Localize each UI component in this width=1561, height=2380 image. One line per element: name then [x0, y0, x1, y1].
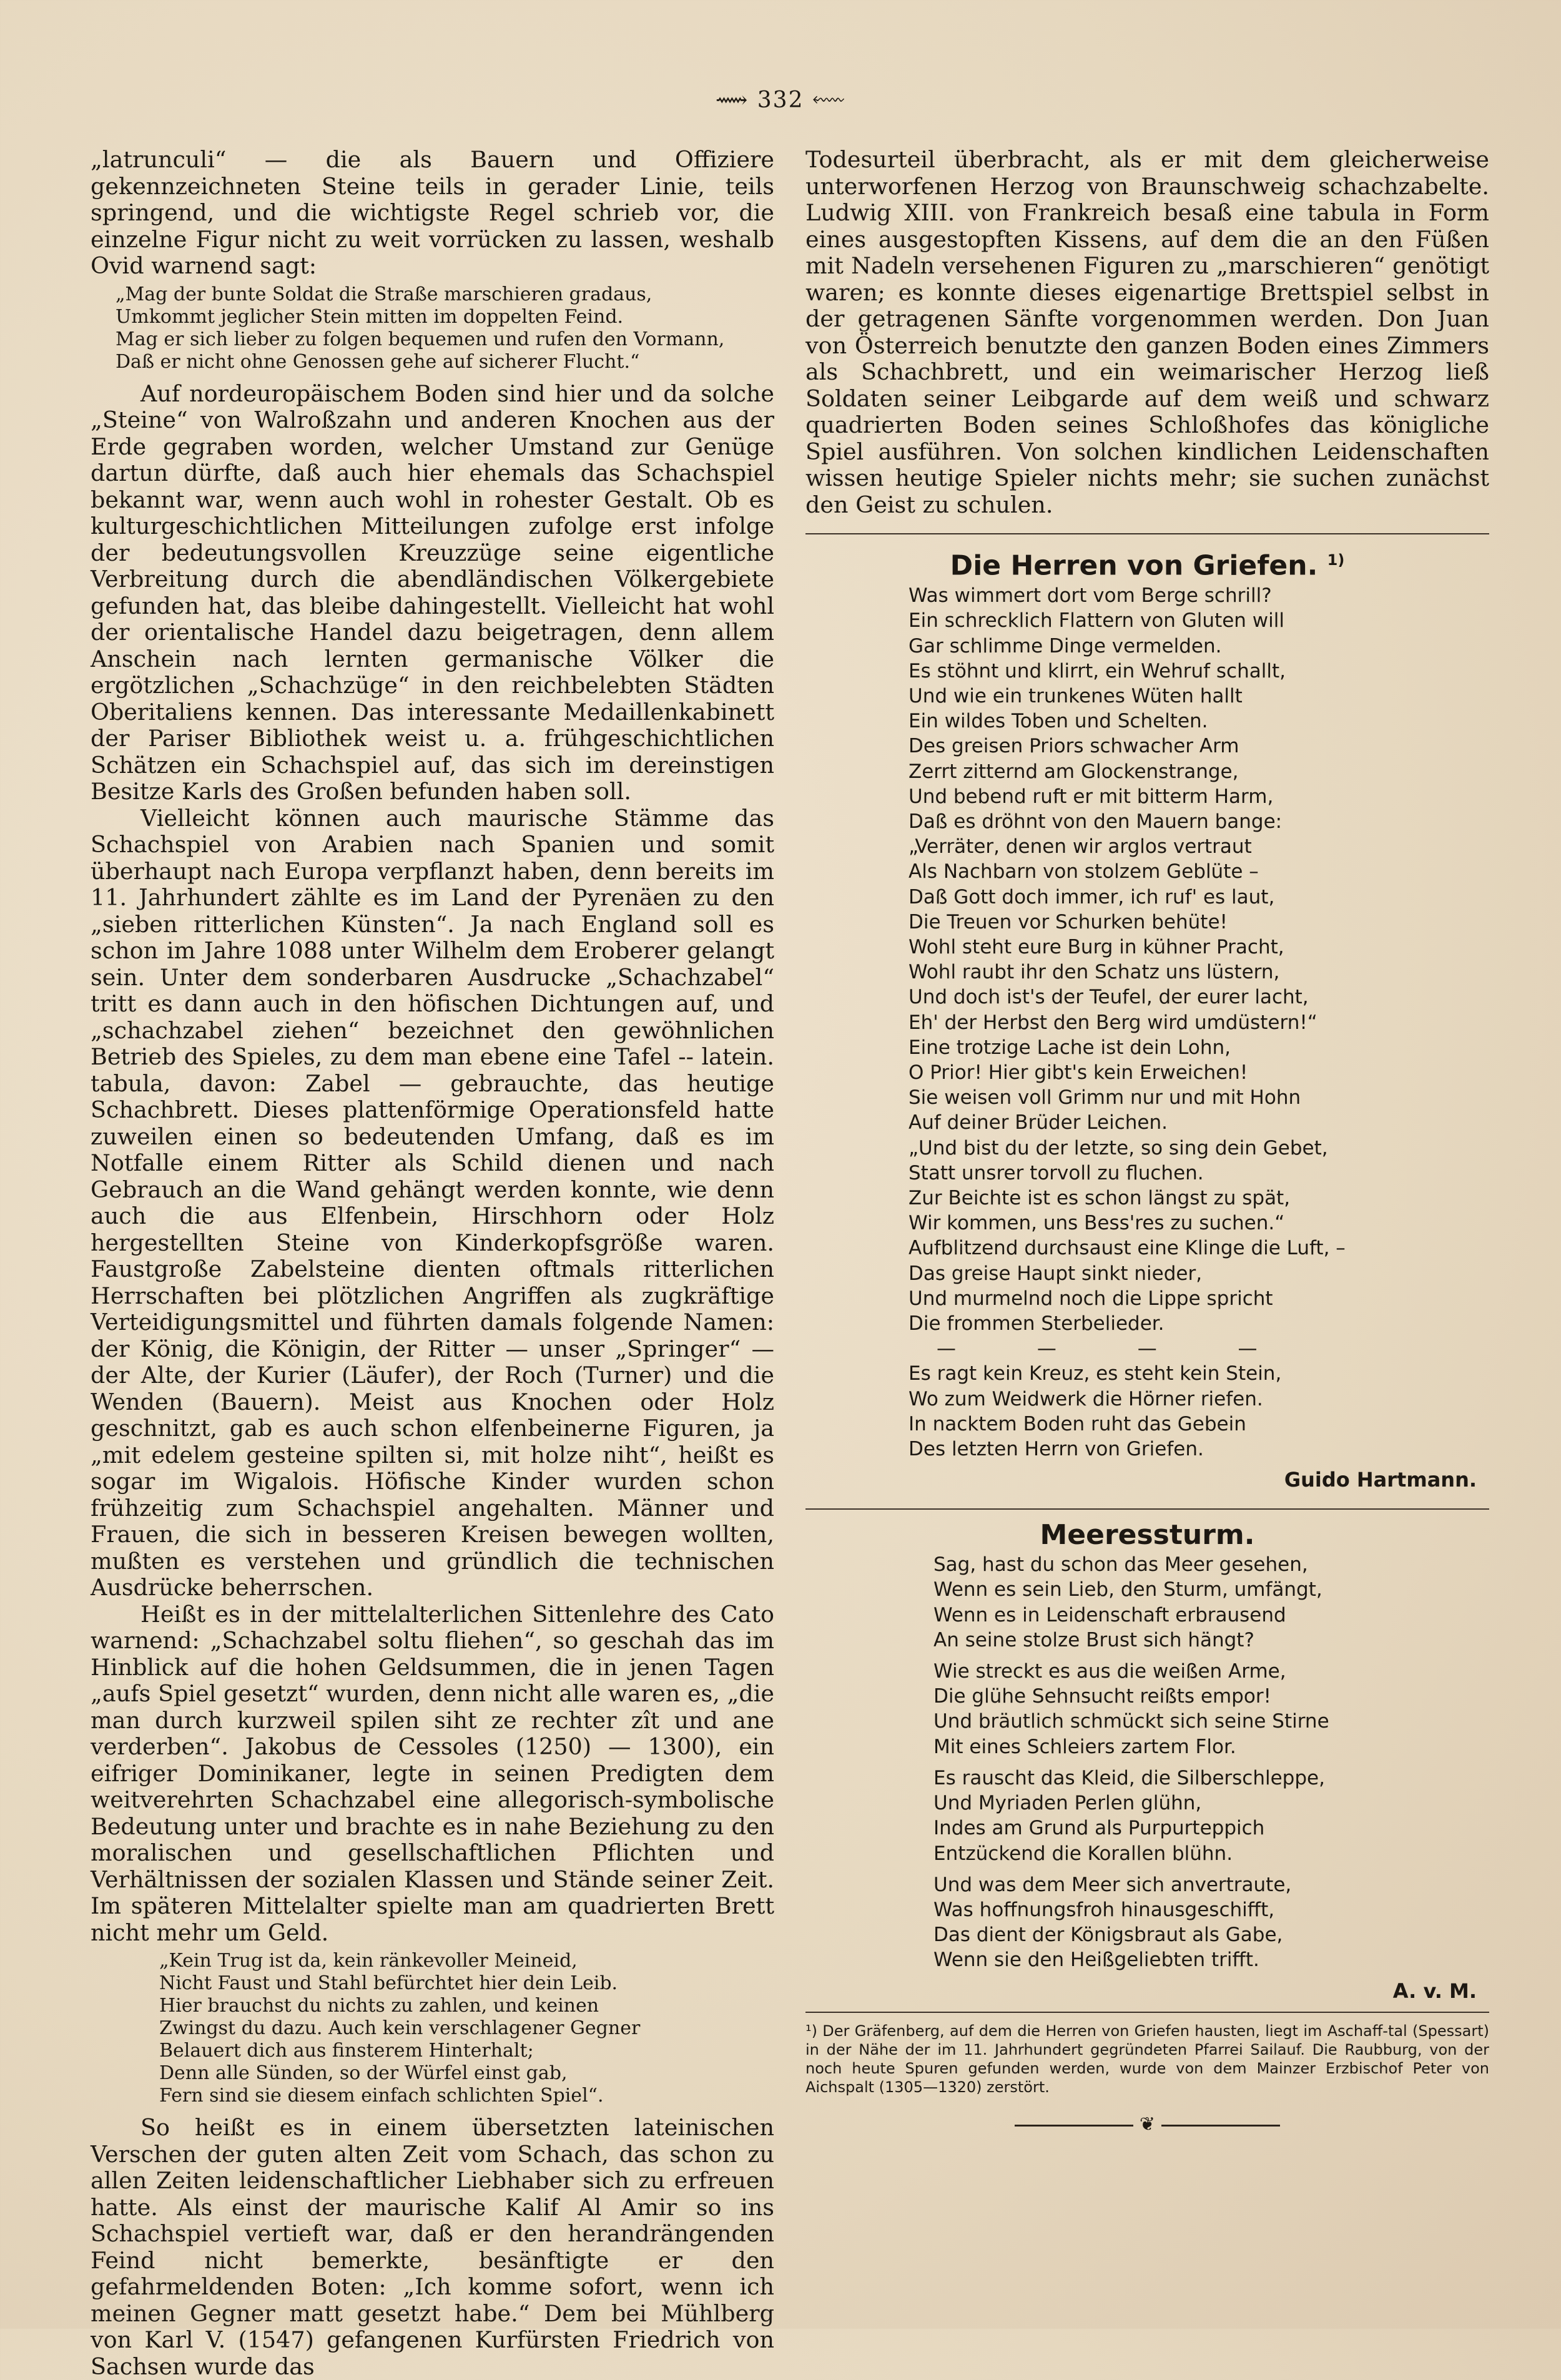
poem-line: Des greisen Priors schwacher Arm	[909, 735, 1239, 758]
poem-line: Sie weisen voll Grimm nur und mit Hohn	[909, 1086, 1301, 1109]
poem-line: Sag, hast du schon das Meer gesehen,	[933, 1553, 1308, 1576]
poem-line: Wenn es sein Lieb, den Sturm, umfängt,	[933, 1578, 1322, 1601]
poem-1-author: Guido Hartmann.	[1284, 1468, 1477, 1492]
poem-line: Als Nachbarn von stolzem Geblüte –	[909, 860, 1259, 883]
poem-2-body	[933, 1552, 1489, 1972]
ornament-flourish-icon: ❦	[1139, 2113, 1156, 2136]
poem-line: Wohl raubt ihr den Schatz uns lüstern,	[909, 961, 1280, 984]
right-column	[805, 147, 1489, 2138]
poem-line: Wo zum Weidwerk die Hörner riefen.	[909, 1387, 1263, 1410]
poem-1-title-text: Die Herren von Griefen.	[950, 549, 1318, 582]
quote-line: Zwingst du dazu. Auch kein verschlagener Gegner	[159, 2017, 641, 2039]
quote-line: Mag er sich lieber zu folgen bequemen und rufen den Vormann,	[116, 328, 725, 350]
poem-line: Es ragt kein Kreuz, es steht kein Stein,	[909, 1362, 1282, 1385]
poem-line: Auf deiner Brüder Leichen.	[909, 1111, 1168, 1134]
poem-line: Ein wildes Toben und Schelten.	[909, 710, 1208, 733]
poem-line: Wenn sie den Heißgeliebten trifft.	[933, 1949, 1259, 1972]
poem-line: Die frommen Sterbelieder.	[909, 1312, 1165, 1335]
poem-line: Eine trotzige Lache ist dein Lohn,	[909, 1036, 1231, 1059]
poem-line: Eh' der Herbst den Berg wird umdüstern!“	[909, 1011, 1317, 1034]
page-number-text: 332	[757, 87, 804, 113]
page-number	[0, 87, 1561, 114]
quote-line: „Kein Trug ist da, kein ränkevoller Meineid,	[159, 1950, 578, 1972]
footnote: ¹) Der Gräfenberg, auf dem die Herren von Griefen hausten, liegt im Aschaff-tal (Spessart) in der Nähe der im 11. Jahrhundert gegründeten Pfarrei Sailauf. Die Raubburg, von der noch heute Spuren gefunden werden, wurde von dem Mainzer Erzbischof Peter von Aichspalt (1305—1320) zerstört.	[805, 2022, 1489, 2097]
poem-2-author: A. v. M.	[1392, 1979, 1477, 2003]
poem-line: Entzückend die Korallen blühn.	[933, 1842, 1233, 1865]
poem-2-title: Meeressturm.	[1040, 1518, 1255, 1551]
poem-line: Des letzten Herrn von Griefen.	[909, 1438, 1204, 1461]
poem-line: Es stöhnt und klirrt, ein Wehruf schallt,	[909, 659, 1286, 682]
poem-line: Das greise Haupt sinkt nieder,	[909, 1262, 1203, 1285]
poem-line: Wir kommen, uns Bess'res zu suchen.“	[909, 1212, 1285, 1235]
poem-line: In nacktem Boden ruht das Gebein	[909, 1412, 1246, 1435]
poem-line: Aufblitzend durchsaust eine Klinge die Luft, –	[909, 1237, 1346, 1260]
left-paragraph-5: So heißt es in einem übersetzten lateinischen Verschen der guten alten Zeit vom Schach, das schon zu allen Zeiten leidenschaftlicher Liebhaber sich zu erfreuen hatte. Als einst der maurische Kalif Al Amir so ins Schachspiel vertieft war, daß er den herandrängenden Feind nicht bemerkte, besänftigte er den gefahrmeldenden Boten: „Ich komme sofort, wenn ich meinen Gegner matt gesetzt habe.“ Dem bei Mühlberg von Karl V. (1547) gefangenen Kurfürsten Friedrich von Sachsen wurde das	[91, 2114, 774, 2380]
poem-line: Zur Beichte ist es schon längst zu spät,	[909, 1187, 1291, 1210]
poem-line: Zerrt zitternd am Glockenstrange,	[909, 760, 1239, 783]
quote-line: Daß er nicht ohne Genossen gehe auf sicherer Flucht.“	[116, 350, 640, 373]
right-paragraph-1: Todesurteil überbracht, als er mit dem gleicherweise unterworfenen Herzog von Braunschweig schachzabelte. Ludwig XIII. von Frankreich besaß eine tabula in Form eines ausgestopften Kissens, auf dem die an den Füßen mit Nadeln versehenen Figuren zu „marschieren“ genötigt waren; es konnte dieses eigenartige Brettspiel selbst in der getragenen Sänfte vorgenommen werden. Don Juan von Österreich benutzte den ganzen Boden eines Zimmers als Schachbrett, und ein weimarischer Herzog ließ Soldaten seiner Leibgarde auf dem weiß und schwarz quadrierten Boden seines Schloßhofes das königliche Spiel ausführen. Von solchen kindlichen Leidenschaften wissen heutige Spieler nichts mehr; sie suchen zunächst den Geist zu schulen.	[805, 146, 1489, 518]
poem-line: Wie streckt es aus die weißen Arme,	[933, 1660, 1286, 1683]
poem-line: Statt unsrer torvoll zu fluchen.	[909, 1161, 1204, 1184]
stanza-gap	[933, 1866, 1489, 1872]
left-column	[91, 147, 774, 2380]
poem-line: Es rauscht das Kleid, die Silberschleppe,	[933, 1766, 1325, 1789]
poem-line: Und wie ein trunkenes Wüten hallt	[909, 684, 1243, 707]
end-ornament	[805, 2112, 1489, 2138]
poem-line: Und bräutlich schmückt sich seine Stirne	[933, 1710, 1329, 1733]
ornament-left: ⟿	[715, 87, 749, 113]
poem-line: Ein schrecklich Flattern von Gluten will	[909, 609, 1284, 632]
ornament-right: ⬳	[812, 87, 846, 113]
poem-line: Daß es dröhnt von den Mauern bange:	[909, 810, 1283, 833]
divider	[805, 1508, 1489, 1510]
ornament-bar	[1015, 2125, 1133, 2127]
quote-line: Hier brauchst du nichts zu zahlen, und keinen	[159, 1995, 599, 2017]
poem-line: Und doch ist's der Teufel, der eurer lacht,	[909, 986, 1309, 1009]
poem-1-final-stanza	[909, 1361, 1489, 1462]
stanza-separator: — — — —	[937, 1337, 1295, 1360]
footnote-marker: 1)	[1327, 551, 1345, 569]
poem-line: Wenn es in Leidenschaft erbrausend	[933, 1603, 1286, 1626]
left-paragraph-2: Auf nordeuropäischem Boden sind hier und da solche „Steine“ von Walroßzahn und anderen Knochen aus der Erde gegraben worden, welcher Umstand zur Genüge dartun dürfte, daß auch hier ehemals das Schachspiel bekannt war, wenn auch wohl in rohester Gestalt. Ob es kulturgeschichtlichen Mitteilungen zufolge erst infolge der bedeutungsvollen Kreuzzüge seine eigentliche Verbreitung durch die abendländischen Völkergebiete gefunden hat, das bleibe dahingestellt. Vielleicht hat wohl der orientalische Handel dazu beigetragen, denn allem Anschein nach lernten germanische Völker die ergötzlichen „Schachzüge“ in den reichbelebten Städten Oberitaliens kennen. Das interessante Medaillenkabinett der Pariser Bibliothek weist u. a. frühgeschichtlichen Schätzen ein Schachspiel auf, das sich im dereinstigen Besitze Karls des Großen befunden haben soll.	[91, 380, 774, 805]
poem-line: Wohl steht eure Burg in kühner Pracht,	[909, 936, 1284, 958]
poem-line: Und Myriaden Perlen glühn,	[933, 1792, 1202, 1815]
footnote-divider	[805, 2012, 1489, 2013]
ornament-bar	[1161, 2125, 1280, 2127]
quote-line: Denn alle Sünden, so der Würfel einst gab,	[159, 2062, 568, 2084]
stanza-gap	[933, 1759, 1489, 1766]
poem-line: An seine stolze Brust sich hängt?	[933, 1628, 1254, 1651]
quote-line: Fern sind sie diesem einfach schlichten Spiel“.	[159, 2085, 604, 2107]
poem-line: Und was dem Meer sich anvertraute,	[933, 1873, 1292, 1896]
poem-1-body	[909, 583, 1489, 1336]
poem-line: Was hoffnungsfroh hinausgeschifft,	[933, 1898, 1275, 1921]
quote-line: „Mag der bunte Soldat die Straße marschieren gradaus,	[116, 283, 652, 305]
left-paragraph-1: „latrunculi“ — die als Bauern und Offiziere gekennzeichneten Steine teils in gerader Linie, teils springend, und die wichtigste Regel schrieb vor, die einzelne Figur nicht zu weit vorrücken zu lassen, weshalb Ovid warnend sagt:	[91, 146, 774, 279]
poem-line: Mit eines Schleiers zartem Flor.	[933, 1735, 1236, 1758]
poem-1-title	[805, 547, 1489, 582]
poem-line: Daß Gott doch immer, ich ruf' es laut,	[909, 885, 1275, 908]
poem-line: „Und bist du der letzte, so sing dein Gebet,	[909, 1136, 1328, 1159]
stanza-gap	[933, 1653, 1489, 1659]
left-paragraph-4: Heißt es in der mittelalterlichen Sittenlehre des Cato warnend: „Schachzabel soltu fliehen“, so geschah das im Hinblick auf die hohen Geldsummen, die in jenen Tagen „aufs Spiel gesetzt“ wurden, denn nicht alle waren es, „die man durch kurzweil spilen siht ze rechter zît und ane verderben“. Jakobus de Cessoles (1250) — 1300), ein eifriger Dominikaner, legte in seinen Predigten dem weitverehrten Schachzabel eine allegorisch-symbolische Bedeutung unter und brachte es in nahe Beziehung zu den moralischen und gesellschaftlichen Pflichten und Verhältnissen der sozialen Klassen und Stände seiner Zeit. Im späteren Mittelalter spielte man am quadrierten Brett nicht mehr um Geld.	[91, 1600, 774, 1946]
poem-line: Die glühe Sehnsucht reißts empor!	[933, 1685, 1271, 1708]
poem-line: „Verräter, denen wir arglos vertraut	[909, 835, 1252, 858]
quote-line: Umkommt jeglicher Stein mitten im doppelten Feind.	[116, 305, 624, 328]
left-paragraph-3: Vielleicht können auch maurische Stämme das Schachspiel von Arabien nach Spanien und somit überhaupt nach Europa verpflanzt haben, denn bereits im 11. Jahrhundert zählte es im Land der Pyrenäen zu den „sieben ritterlichen Künsten“. Ja nach England soll es schon im Jahre 1088 unter Wilhelm dem Eroberer gelangt sein. Unter dem sonderbaren Ausdrucke „Schachzabel“ tritt es dann auch in den höfischen Dichtungen auf, und „schachzabel ziehen“ bezeichnet den gewöhnlichen Betrieb des Spieles, zu dem man ebene eine Tafel -- latein. tabula, davon: Zabel — gebrauchte, das heutige Schachbrett. Dieses plattenförmige Operationsfeld hatte zuweilen einen so bedeutenden Umfang, daß es im Notfalle einem Ritter als Schild dienen und nach Gebrauch an die Wand gehängt werden konnte, wie denn auch die aus Elfenbein, Hirschhorn oder Holz hergestellten Steine von Kinderkopfsgröße waren. Faustgroße Zabelsteine dienten oftmals ritterlichen Herrschaften bei plötzlichen Angriffen als zugkräftige Verteidigungsmittel und führten damals folgende Namen: der König, die Königin, der Ritter — unser „Springer“ — der Alte, der Kurier (Läufer), der Roch (Turner) und die Wenden (Bauern). Meist aus Knochen oder Holz geschnitzt, gab es auch schon elfenbeinerne Figuren, ja „mit edelem gesteine spilten si, mit holze niht“, heißt es sogar im Wigalois. Höfische Kinder wurden schon frühzeitig zum Schachspiel angehalten. Männer und Frauen, die sich in besseren Kreisen bewegen wollten, mußten es verstehen und gründlich die technischen Ausdrücke beherrschen.	[91, 804, 774, 1601]
quote-line: Belauert dich aus finsterem Hinterhalt;	[159, 2040, 534, 2062]
ovid-quote	[116, 283, 774, 373]
poem-line: Gar schlimme Dinge vermelden.	[909, 634, 1222, 657]
quote-line: Nicht Faust und Stahl befürchtet hier dein Leib.	[159, 1972, 618, 1994]
poem-line: Die Treuen vor Schurken behüte!	[909, 910, 1228, 933]
poem-line: Was wimmert dort vom Berge schrill?	[909, 584, 1272, 607]
poem-line: Indes am Grund als Purpurteppich	[933, 1817, 1265, 1840]
latin-verse-quote	[159, 1950, 774, 2107]
poem-line: Und bebend ruft er mit bitterm Harm,	[909, 785, 1274, 808]
poem-line: Das dient der Königsbraut als Gabe,	[933, 1924, 1283, 1947]
poem-line: Und murmelnd noch die Lippe spricht	[909, 1287, 1273, 1310]
poem-line: O Prior! Hier gibt's kein Erweichen!	[909, 1061, 1248, 1084]
divider	[805, 533, 1489, 534]
